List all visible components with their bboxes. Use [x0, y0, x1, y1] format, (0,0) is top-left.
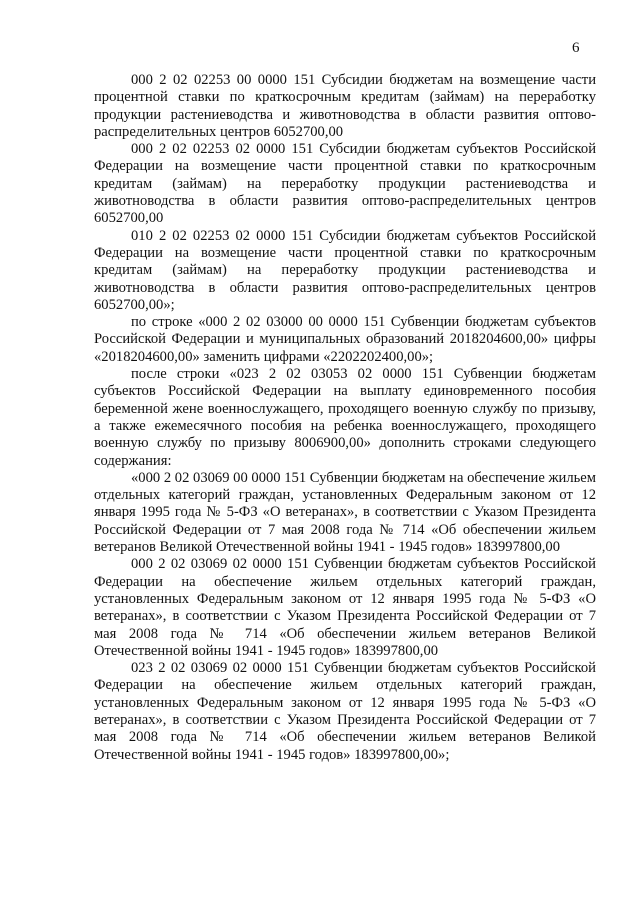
document-body [94, 72, 596, 764]
paragraph-subvention-03069-023: 023 2 02 03069 02 0000 151 Субвенции бюджетам субъектов Российской Федерации на обеспечение жильем отдельных категорий граждан, установленных Федеральным законом от 12 января 1995 года № 5-ФЗ «О ветеранах», в соответствии с Указом Президента Российской Федерации от 7 мая 2008 года № 714 «Об обеспечении жильем ветеранов Великой Отечественной войны 1941 - 1945 годов» 183997800,00»; [94, 660, 596, 763]
page-number: 6 [572, 40, 580, 56]
paragraph-subsidy-02253-010: 010 2 02 02253 02 0000 151 Субсидии бюджетам субъектов Российской Федерации на возмещение части процентной ставки по краткосрочным кредитам (займам) на переработку продукции растениеводства и животноводства в области развития оптово-распределительных центров 6052700,00»; [94, 227, 596, 313]
paragraph-subvention-03069-00: «000 2 02 03069 00 0000 151 Субвенции бюджетам на обеспечение жильем отдельных категорий граждан, установленных Федеральным законом от 12 января 1995 года № 5-ФЗ «О ветеранах», в соответствии с Указом Президента Российской Федерации от 7 мая 2008 года № 714 «Об обеспечении жильем ветеранов Великой Отечественной войны 1941 - 1945 годов» 183997800,00 [94, 469, 596, 556]
paragraph-subvention-03069-02: 000 2 02 03069 02 0000 151 Субвенции бюджетам субъектов Российской Федерации на обеспечение жильем отдельных категорий граждан, установленных Федеральным законом от 12 января 1995 года № 5-ФЗ «О ветеранах», в соответствии с Указом Президента Российской Федерации от 7 мая 2008 года № 714 «Об обеспечении жильем ветеранов Великой Отечественной войны 1941 - 1945 годов» 183997800,00 [94, 556, 596, 659]
paragraph-subsidy-02253-02: 000 2 02 02253 02 0000 151 Субсидии бюджетам субъектов Российской Федерации на возмещение части процентной ставки по краткосрочным кредитам (займам) на переработку продукции растениеводства и животноводства в области развития оптово-распределительных центров 6052700,00 [94, 141, 596, 227]
paragraph-after-03053: после строки «023 2 02 03053 02 0000 151 Субвенции бюджетам субъектов Российской Федерации на выплату единовременного пособия беременной жене военнослужащего, проходящего военную службу по призыву, а также ежемесячного пособия на ребенка военнослужащего, проходящего военную службу по призыву 8006900,00» дополнить строками следующего содержания: [94, 366, 596, 469]
paragraph-subsidy-02253-00: 000 2 02 02253 00 0000 151 Субсидии бюджетам на возмещение части процентной ставки по краткосрочным кредитам (займам) на переработку продукции растениеводства и животноводства в области развития оптово-распределительных центров 6052700,00 [94, 72, 596, 140]
paragraph-line-03000-amendment: по строке «000 2 02 03000 00 0000 151 Субвенции бюджетам субъектов Российской Федерации и муниципальных образований 2018204600,00» цифры «2018204600,00» заменить цифрами «2202202400,00»; [94, 314, 596, 365]
